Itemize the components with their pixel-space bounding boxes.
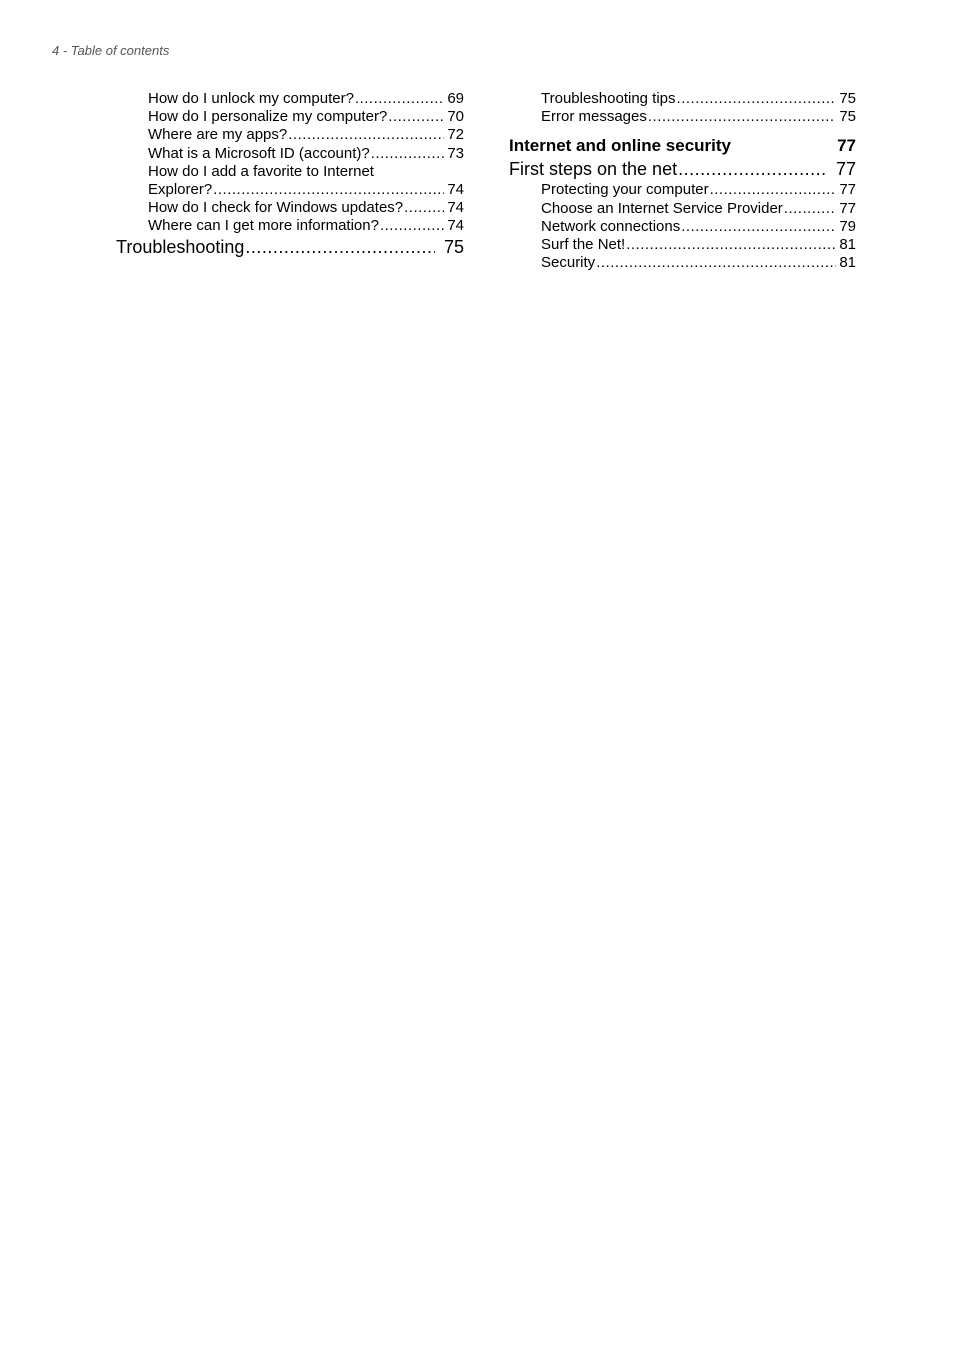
dot-leader: [355, 90, 444, 108]
toc-entry-title: What is a Microsoft ID (account)?: [148, 144, 370, 162]
toc-entry-page: 74: [447, 199, 464, 217]
toc-entry[interactable]: [116, 108, 464, 126]
toc-entry-title: Where can I get more information?: [148, 217, 379, 235]
toc-section-title: Troubleshooting: [116, 236, 245, 257]
toc-entry[interactable]: [116, 181, 464, 199]
dot-leader: [596, 254, 836, 272]
toc-section-page: 77: [835, 159, 856, 180]
dot-leader: [371, 145, 445, 163]
dot-leader: [404, 199, 444, 217]
dot-leader: [677, 90, 837, 108]
toc-entry-page: 70: [447, 108, 464, 126]
toc-entry[interactable]: [116, 126, 464, 144]
toc-entry[interactable]: [509, 236, 856, 254]
toc-entry-title: How do I unlock my computer?: [148, 90, 354, 107]
toc-entry-title: Where are my apps?: [148, 126, 288, 144]
dot-leader: [784, 200, 837, 218]
toc-entry[interactable]: [116, 145, 464, 163]
toc-entry-title: Error messages: [541, 108, 647, 126]
toc-chapter-entry[interactable]: [509, 136, 856, 156]
dot-leader: [213, 181, 444, 199]
toc-chapter-page: 77: [837, 136, 856, 156]
toc-entry[interactable]: [509, 108, 856, 126]
toc-entry-page: 77: [839, 199, 856, 217]
toc-entry-title: How do I add a favorite to Internet: [148, 162, 374, 180]
toc-entry-page: 77: [839, 181, 856, 199]
toc-right-column: [509, 90, 856, 272]
toc-entry[interactable]: [509, 90, 856, 108]
toc-entry[interactable]: [116, 217, 464, 235]
running-header: 4 - Table of contents: [52, 43, 170, 58]
toc-section-title: First steps on the net: [509, 159, 678, 180]
toc-entry[interactable]: [509, 218, 856, 236]
toc-entry[interactable]: [509, 254, 856, 272]
toc-entry-title: Security: [541, 254, 596, 272]
toc-entry-title: How do I check for Windows updates?: [148, 199, 404, 217]
toc-entry[interactable]: [116, 199, 464, 217]
dot-leader: [388, 108, 444, 126]
toc-entry-title: How do I personalize my computer?: [148, 108, 388, 126]
toc-entry-page: 75: [839, 108, 856, 126]
toc-chapter-title: Internet and online security: [509, 136, 731, 156]
dot-leader: [681, 218, 836, 236]
toc-entry[interactable]: [116, 90, 464, 108]
toc-section-entry[interactable]: [509, 159, 856, 179]
dot-leader: [380, 217, 444, 235]
toc-section-entry[interactable]: [116, 237, 464, 257]
toc-entry-page: 81: [839, 236, 856, 254]
toc-entry-wrapped-line[interactable]: [116, 163, 464, 181]
toc-entry-page: 74: [447, 181, 464, 199]
toc-entry-page: 75: [839, 90, 856, 107]
toc-left-column: [116, 90, 464, 259]
toc-entry-page: 79: [839, 217, 856, 235]
toc-entry-title: Troubleshooting tips: [541, 90, 676, 107]
toc-entry-title: Protecting your computer: [541, 181, 709, 199]
toc-entry-page: 73: [447, 144, 464, 162]
dot-leader: [678, 159, 827, 179]
toc-section-page: 75: [443, 236, 464, 257]
dot-leader: [626, 236, 836, 254]
toc-entry-page: 72: [447, 126, 464, 144]
dot-leader: [710, 181, 837, 199]
toc-entry[interactable]: [509, 200, 856, 218]
dot-leader: [245, 237, 435, 257]
toc-entry-page: 74: [447, 217, 464, 235]
toc-entry-title-continued: Explorer?: [148, 181, 213, 199]
toc-entry-title: Surf the Net!: [541, 236, 626, 254]
toc-entry[interactable]: [509, 181, 856, 199]
toc-entry-title: Choose an Internet Service Provider: [541, 199, 783, 217]
dot-leader: [288, 126, 444, 144]
dot-leader: [648, 108, 836, 126]
toc-entry-page: 69: [447, 90, 464, 107]
toc-entry-title: Network connections: [541, 217, 681, 235]
toc-entry-page: 81: [839, 254, 856, 272]
